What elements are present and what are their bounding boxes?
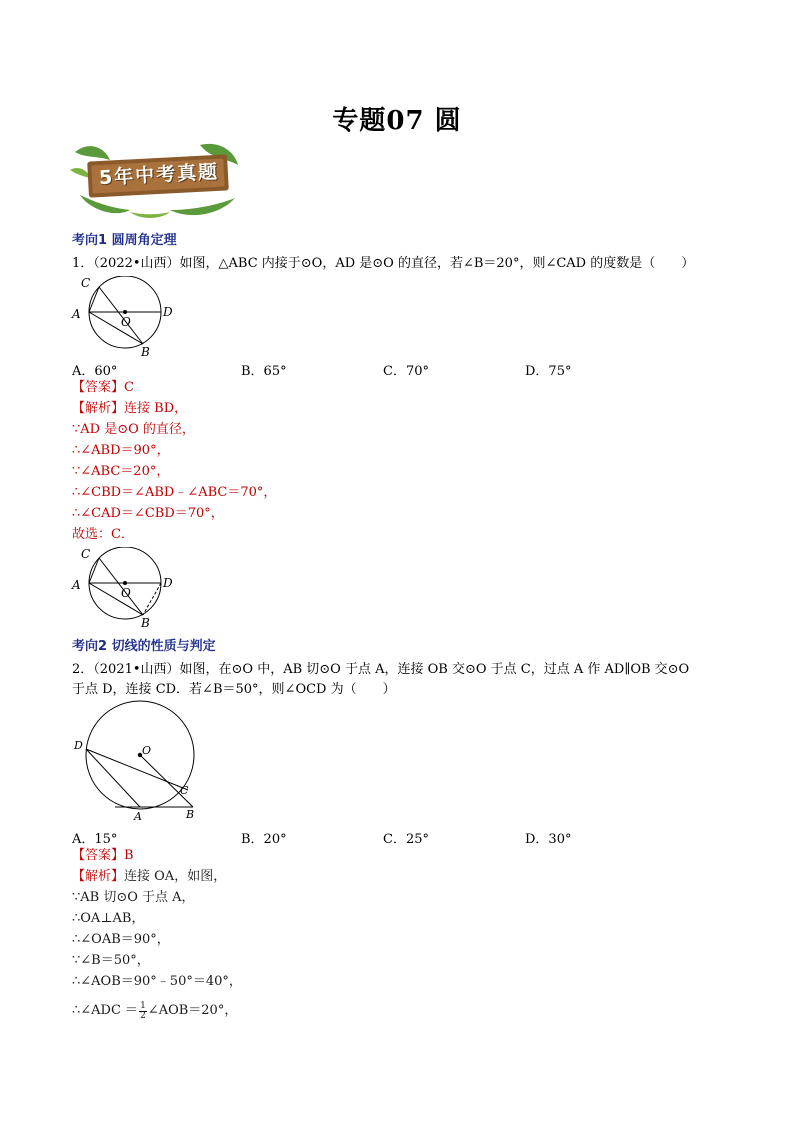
q2-analysis-line-4: ∵∠B＝50°，: [72, 953, 150, 968]
q2-answer-line: [72, 846, 134, 866]
q2-last-post: ∠AOB＝20°，: [147, 1003, 238, 1018]
q1-analysis-line-2: ∴∠ABD＝90°，: [72, 443, 170, 458]
fraction: [139, 1002, 147, 1021]
q2-answer-tag: 【答案】: [72, 848, 125, 863]
fraction-denominator: 2: [140, 1010, 146, 1021]
q2-analysis-line-2: ∴OA⊥AB，: [72, 911, 145, 926]
q1s-label-D: D: [163, 576, 173, 590]
q1-answer: C: [124, 380, 134, 395]
q1-label-B: B: [141, 345, 150, 359]
q2-stem-1: 2．（2021•山西）如图，在⊙O 中，AB 切⊙O 于点 A，连接 OB 交⊙O 于点 C，过点 A 作 AD∥OB 交⊙O: [72, 662, 690, 677]
q1-analysis-line-0: [72, 399, 187, 419]
q1-answer-tag: 【答案】: [72, 380, 125, 395]
q2-analysis-line-0: [72, 867, 226, 887]
q1-option-b: B．65°: [241, 364, 287, 379]
q2-label-C: C: [180, 784, 189, 797]
q1-analysis-line-6: 故选：C．: [72, 527, 134, 542]
q2-label-O: O: [142, 744, 152, 757]
q2-option-b: B．20°: [241, 832, 287, 847]
q2-analysis-line-1: ∵AB 切⊙O 于点 A，: [72, 890, 195, 905]
q1-label-C: C: [81, 276, 91, 290]
q1-analysis-text: 连接 BD，: [124, 401, 188, 416]
q1s-label-C: C: [81, 547, 91, 561]
q1s-label-B: B: [141, 616, 150, 630]
q1-analysis-line-3: ∵∠ABC＝20°，: [72, 464, 170, 479]
fraction-numerator: 1: [140, 1000, 146, 1011]
q1-analysis-tag: 【解析】: [72, 401, 125, 416]
q2-stem-2: 于点 D，连接 CD．若∠B＝50°，则∠OCD 为（ ）: [72, 682, 396, 697]
q1-label-D: D: [163, 305, 173, 319]
q1-label-A: A: [72, 307, 81, 321]
q2-label-A: A: [134, 810, 142, 823]
q1-option-c: C．70°: [383, 364, 429, 379]
q2-figure: [70, 700, 210, 824]
section-heading-1: 考向1 圆周角定理: [72, 233, 177, 248]
q2-analysis-line-6: [72, 1001, 237, 1021]
q1-analysis-line-4: ∴∠CBD＝∠ABD﹣∠ABC＝70°，: [72, 485, 277, 500]
q2-option-c: C．25°: [383, 832, 429, 847]
q2-label-D: D: [74, 739, 83, 752]
q1-stem: 1．（2022•山西）如图，△ABC 内接于⊙O，AD 是⊙O 的直径，若∠B＝20°，则∠CAD 的度数是（ ）: [72, 256, 695, 271]
section-heading-2: 考向2 切线的性质与判定: [72, 639, 216, 654]
q1-figure: [70, 276, 180, 360]
q2-label-B: B: [186, 808, 195, 821]
q1-analysis-line-1: ∵AD 是⊙O 的直径，: [72, 422, 195, 437]
q2-analysis-text: 连接 OA，如图，: [124, 869, 227, 884]
banner-text: 5年中考真题: [98, 160, 220, 190]
page-title: 专题07 圆: [332, 106, 462, 136]
q2-analysis-line-3: ∴∠OAB＝90°，: [72, 932, 170, 947]
q2-analysis-tag: 【解析】: [72, 869, 125, 884]
q1-answer-line: [72, 378, 134, 398]
q2-answer: B: [124, 848, 134, 863]
q1s-label-O: O: [121, 586, 131, 600]
q1-option-d: D．75°: [525, 364, 572, 379]
banner: [70, 140, 240, 220]
q1-analysis-line-5: ∴∠CAD＝∠CBD＝70°，: [72, 506, 224, 521]
q1-label-O: O: [121, 315, 131, 329]
q2-last-pre: ∴∠ADC ＝: [72, 1003, 139, 1018]
q1-option-a: A．60°: [72, 364, 118, 379]
q2-option-d: D．30°: [525, 832, 572, 847]
q2-analysis-line-5: ∴∠AOB＝90°﹣50°＝40°，: [72, 974, 242, 989]
q1-solution-figure: [70, 547, 180, 631]
q1s-label-A: A: [72, 578, 81, 592]
q2-option-a: A．15°: [72, 832, 118, 847]
